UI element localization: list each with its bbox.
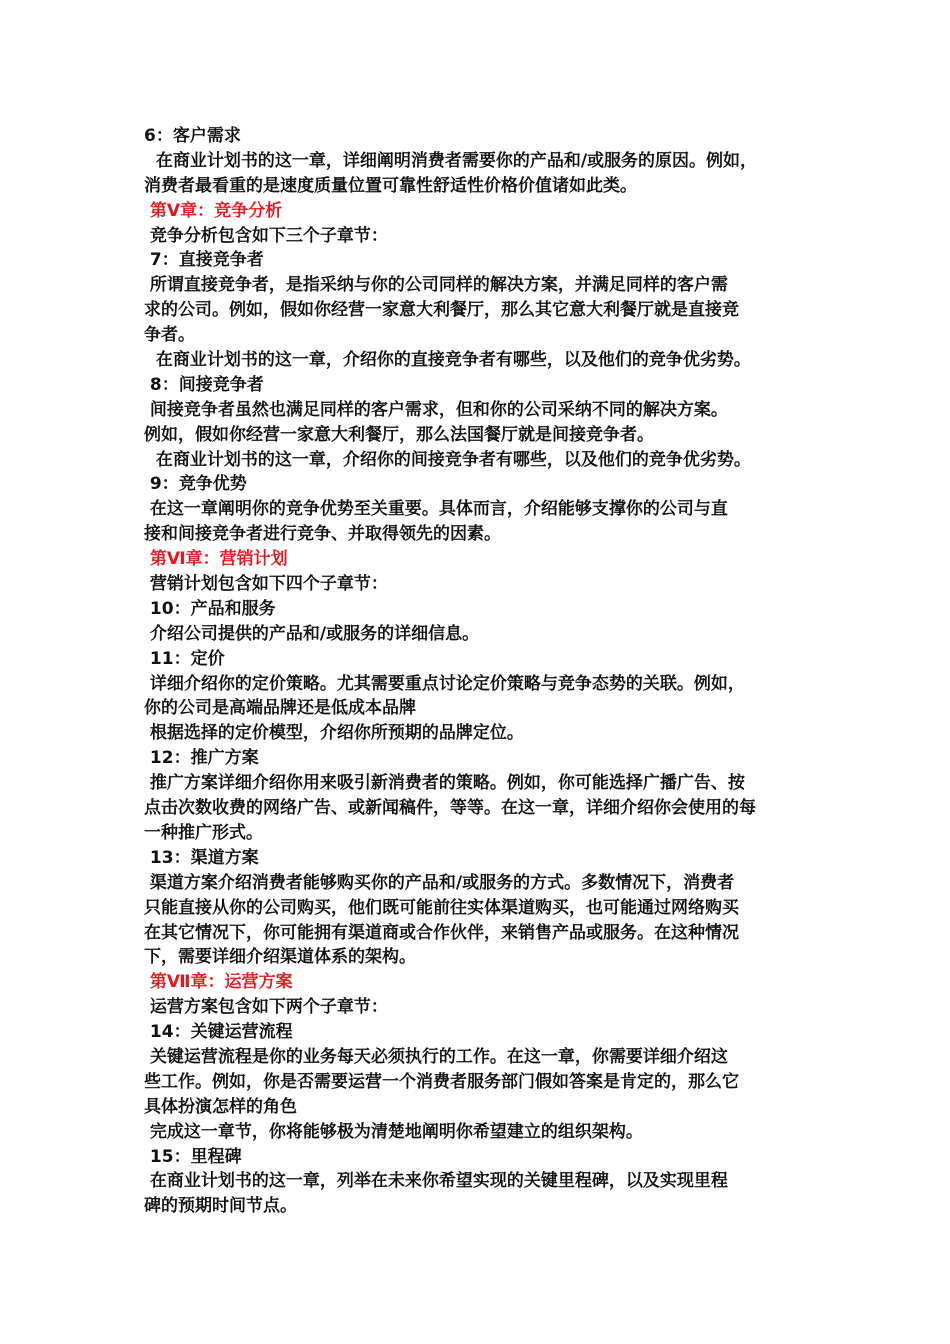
text-line: 渠道方案介绍消费者能够购买你的产品和/或服务的方式。多数情况下，消费者 <box>144 872 735 893</box>
text-line: 在商业计划书的这一章，介绍你的直接竞争者有哪些，以及他们的竞争优劣势。 <box>144 350 751 371</box>
chapter-heading: 第Ⅶ章：运营方案 <box>144 972 293 993</box>
text-line: 只能直接从你的公司购买，他们既可能前往实体渠道购买，也可能通过网络购买 <box>144 897 739 918</box>
section-heading: 11：定价 <box>144 648 225 669</box>
text-line: 推广方案详细介绍你用来吸引新消费者的策略。例如，你可能选择广播广告、按 <box>144 773 745 794</box>
section-heading: 8：间接竞争者 <box>144 374 264 395</box>
section-heading: 13：渠道方案 <box>144 847 259 868</box>
text-line: 运营方案包含如下两个子章节： <box>144 997 388 1018</box>
text-line: 在商业计划书的这一章，详细阐明消费者需要你的产品和/或服务的原因。例如， <box>144 150 758 171</box>
text-line: 详细介绍你的定价策略。尤其需要重点讨论定价策略与竞争态势的关联。例如， <box>144 673 745 694</box>
text-line: 例如，假如你经营一家意大利餐厅，那么法国餐厅就是间接竞争者。 <box>144 424 654 445</box>
text-line: 些工作。例如，你是否需要运营一个消费者服务部门假如答案是肯定的，那么它 <box>144 1071 739 1092</box>
text-line: 所谓直接竞争者，是指采纳与你的公司同样的解决方案，并满足同样的客户需 <box>144 275 728 296</box>
text-line: 接和间接竞争者进行竞争、并取得领先的因素。 <box>144 524 501 545</box>
text-line: 你的公司是高端品牌还是低成本品牌 <box>144 698 416 719</box>
text-line: 介绍公司提供的产品和/或服务的详细信息。 <box>144 623 480 644</box>
section-heading: 6：客户需求 <box>144 126 241 146</box>
text-line: 在商业计划书的这一章，列举在未来你希望实现的关键里程碑，以及实现里程 <box>144 1171 728 1192</box>
section-heading: 9：竞争优势 <box>144 474 247 495</box>
text-line: 具体扮演怎样的角色 <box>144 1096 297 1117</box>
text-line: 营销计划包含如下四个子章节： <box>144 574 388 595</box>
text-line: 点击次数收费的网络广告、或新闻稿件，等等。在这一章，详细介绍你会使用的每 <box>144 798 756 819</box>
section-heading: 15：里程碑 <box>144 1146 242 1167</box>
text-line: 根据选择的定价模型，介绍你所预期的品牌定位。 <box>144 723 524 744</box>
text-line: 碑的预期时间节点。 <box>144 1196 297 1217</box>
text-line: 下，需要详细介绍渠道体系的架构。 <box>144 947 416 968</box>
section-heading: 14：关键运营流程 <box>144 1022 293 1043</box>
section-heading: 7：直接竞争者 <box>144 250 264 271</box>
text-line: 完成这一章节，你将能够极为清楚地阐明你希望建立的组织架构。 <box>144 1121 643 1142</box>
text-line: 求的公司。例如，假如你经营一家意大利餐厅，那么其它意大利餐厅就是直接竞 <box>144 300 739 321</box>
text-line: 在其它情况下，你可能拥有渠道商或合作伙伴，来销售产品或服务。在这种情况 <box>144 922 739 943</box>
text-line: 关键运营流程是你的业务每天必须执行的工作。在这一章，你需要详细介绍这 <box>144 1046 728 1067</box>
text-line: 争者。 <box>144 325 195 346</box>
text-line: 消费者最看重的是速度质量位置可靠性舒适性价格价值诸如此类。 <box>144 175 637 196</box>
section-heading: 10：产品和服务 <box>144 598 276 619</box>
section-heading: 12：推广方案 <box>144 748 259 769</box>
chapter-heading: 第Ⅴ章：竞争分析 <box>144 200 283 221</box>
text-line: 竞争分析包含如下三个子章节： <box>144 225 388 246</box>
text-line: 一种推广形式。 <box>144 822 263 843</box>
text-line: 间接竞争者虽然也满足同样的客户需求，但和你的公司采纳不同的解决方案。 <box>144 399 728 420</box>
document-page <box>144 124 814 1219</box>
text-line: 在商业计划书的这一章，介绍你的间接竞争者有哪些，以及他们的竞争优劣势。 <box>144 449 751 470</box>
text-line: 在这一章阐明你的竞争优势至关重要。具体而言，介绍能够支撑你的公司与直 <box>144 499 728 520</box>
chapter-heading: 第Ⅵ章：营销计划 <box>144 549 288 570</box>
